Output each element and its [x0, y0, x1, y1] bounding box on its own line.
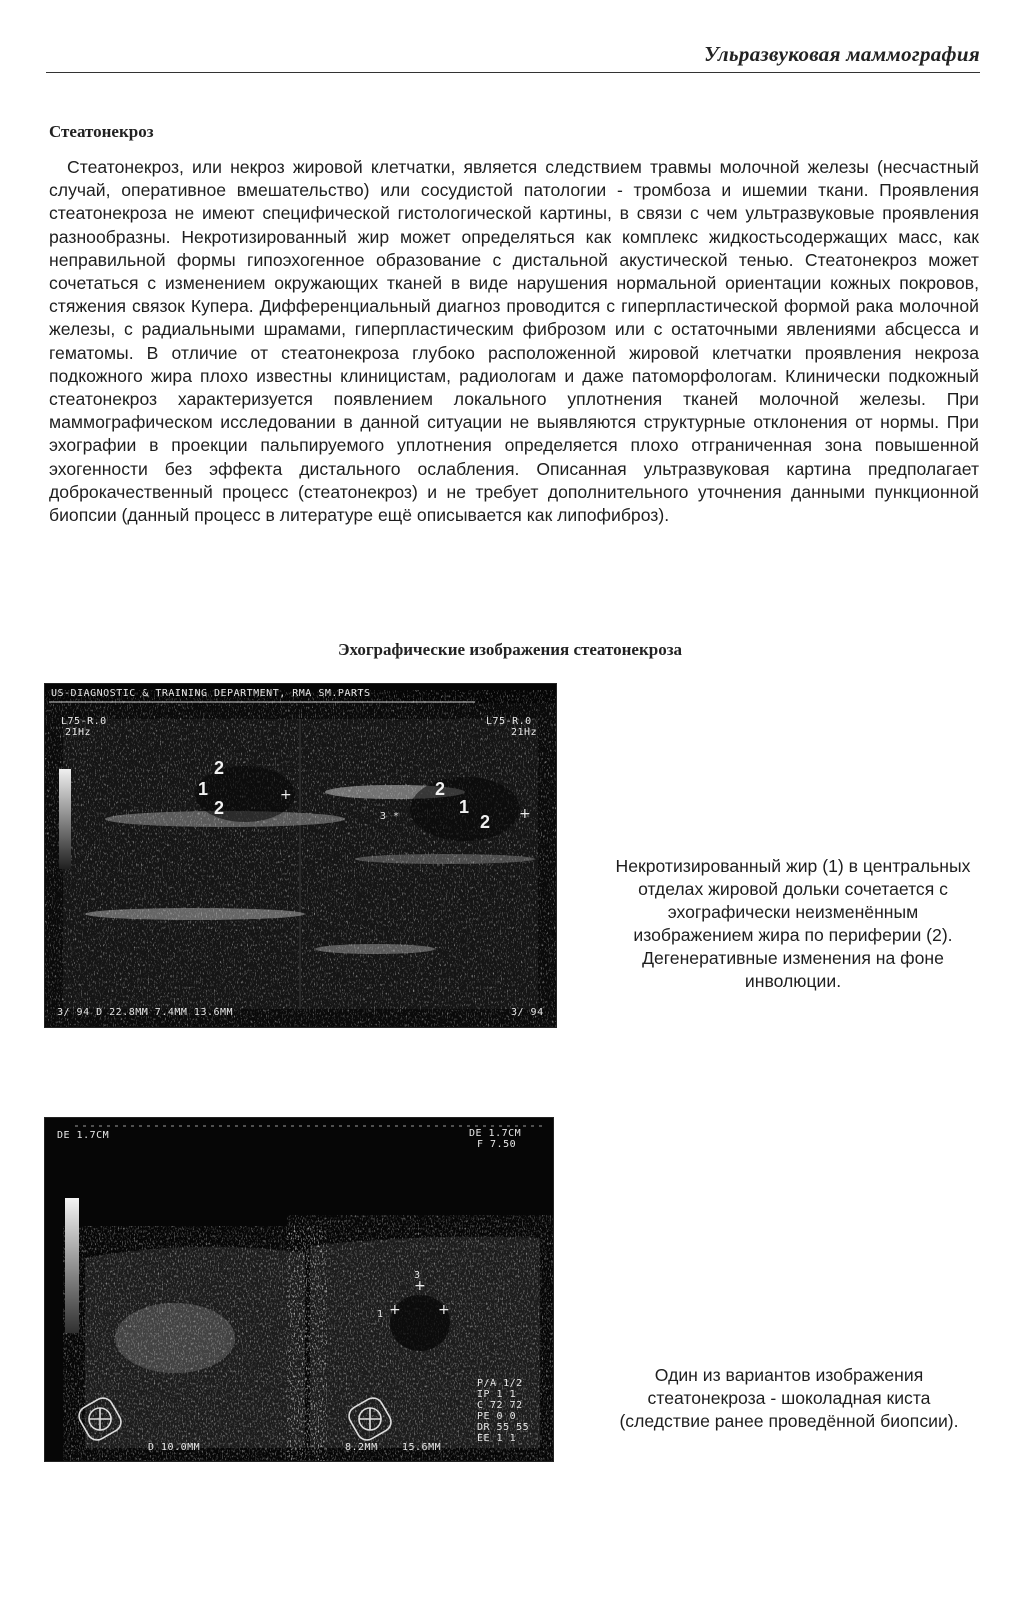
caliper-plus: + [280, 787, 292, 803]
marker-2: 2 [214, 758, 225, 778]
side-parameter: P/A 1/2 [477, 1378, 523, 1389]
frame-rate-left: 21Hz [65, 727, 92, 738]
marker-1: 1 [198, 779, 209, 799]
probe-label-right: L75-R.0 [486, 716, 532, 727]
marker-1: 1 [377, 1309, 384, 1320]
depth-label-right: DE 1.7CM [469, 1128, 522, 1139]
marker-2: 2 [435, 779, 446, 799]
running-header: Ульразвуковая маммография [704, 42, 980, 66]
frame-rate-right: 21Hz [511, 727, 538, 738]
marker-1: 1 [459, 797, 470, 817]
section-title: Стеатонекроз [49, 122, 154, 141]
measurement-2: 15.6MM [402, 1442, 442, 1453]
header-rule [46, 72, 980, 73]
side-parameter: PE 0 0 [477, 1411, 517, 1422]
measurements-bottom: 3/ 94 D 22.8MM 7.4MM 13.6MM [57, 1007, 234, 1018]
figure-2-caption: Один из вариантов изображения стеатонекроза - шоколадная киста (следствие ранее проведённой биопсии). [619, 1365, 959, 1431]
ultrasound-image-2 [44, 1117, 554, 1462]
figure-1-caption: Некротизированный жир (1) в центральных отделах жировой дольки сочетается с эхографически неизменённым изображением жира по периферии (2). Дегенеративные изменения на фоне инволюции. [615, 856, 971, 991]
ultrasound-scan-1 [45, 684, 556, 1027]
device-banner: US-DIAGNOSTIC & TRAINING DEPARTMENT, RMA SM.PARTS [51, 688, 371, 699]
focus-label: F 7.50 [477, 1139, 517, 1150]
caliper-plus: + [519, 806, 531, 822]
marker-3: 3 [414, 1270, 421, 1281]
measurement-1: 8.2MM [345, 1442, 378, 1453]
caliper-plus: + [438, 1302, 450, 1318]
side-parameter: C 72 72 [477, 1400, 523, 1411]
caliper-plus: + [389, 1302, 401, 1318]
ultrasound-image-1 [44, 683, 557, 1028]
side-parameter: IP 1 1 [477, 1389, 517, 1400]
marker-2: 2 [214, 798, 225, 818]
side-parameter: EE 1 1 [477, 1433, 517, 1444]
marker-2: 2 [480, 812, 491, 832]
depth-label-left: DE 1.7CM [57, 1130, 110, 1141]
probe-label-left: L75-R.0 [61, 716, 107, 727]
caliper-star: 3 * [380, 811, 400, 822]
body-paragraph: Стеатонекроз, или некроз жировой клетчатки, является следствием травмы молочной железы (несчастный случай, оперативное вмешательство) или сосудистой патологии - тромбоза и ишемии ткани. Проявления стеатонекроза не имеют специфической гистологической картины, в связи с чем ультразвуковые проявления разнообразны. Некротизированный жир может определяться как комплекс жидкостьсодержащих масс, как неправильной формы гипоэхогенное образование с дистальной акустической тенью. Стеатонекроз может сочетаться с изменением окружающих тканей в виде нарушения нормальной ориентации кожных покровов, стяжения связок Купера. Дифференциальный диагноз проводится с гиперпластической формой рака молочной железы, с радиальными шрамами, гиперпластическим фиброзом или с остаточными явлениями абсцесса и гематомы. В отличие от стеатонекроза глубоко расположенной жировой клетчатки проявления некроза подкожного жира плохо известны клиницистам, радиологам и даже патоморфологам. Клинически подкожный стеатонекроз характеризуется появлением локального уплотнения тканей молочной железы. При маммографическом исследовании в данной ситуации не выявляются структурные отклонения от нормы. При эхографии в проекции пальпируемого уплотнения определяется плохо отграниченная зона повышенной эхогенности без эффекта дистального ослабления. Описанная ультразвуковая картина предполагает доброкачественный процесс (стеатонекроз) и не требует дополнительного уточнения данными пункционной биопсии (данный процесс в литературе ещё описывается как липофиброз). [49, 157, 979, 526]
caliper-plus: + [414, 1278, 426, 1294]
measurement-depth: D 10.0MM [148, 1442, 201, 1453]
side-parameter: DR 55 55 [477, 1422, 530, 1433]
figures-title: Эхографические изображения стеатонекроза [337, 640, 683, 659]
date-bottom-right: 3/ 94 [511, 1007, 544, 1018]
body-text [49, 156, 979, 527]
